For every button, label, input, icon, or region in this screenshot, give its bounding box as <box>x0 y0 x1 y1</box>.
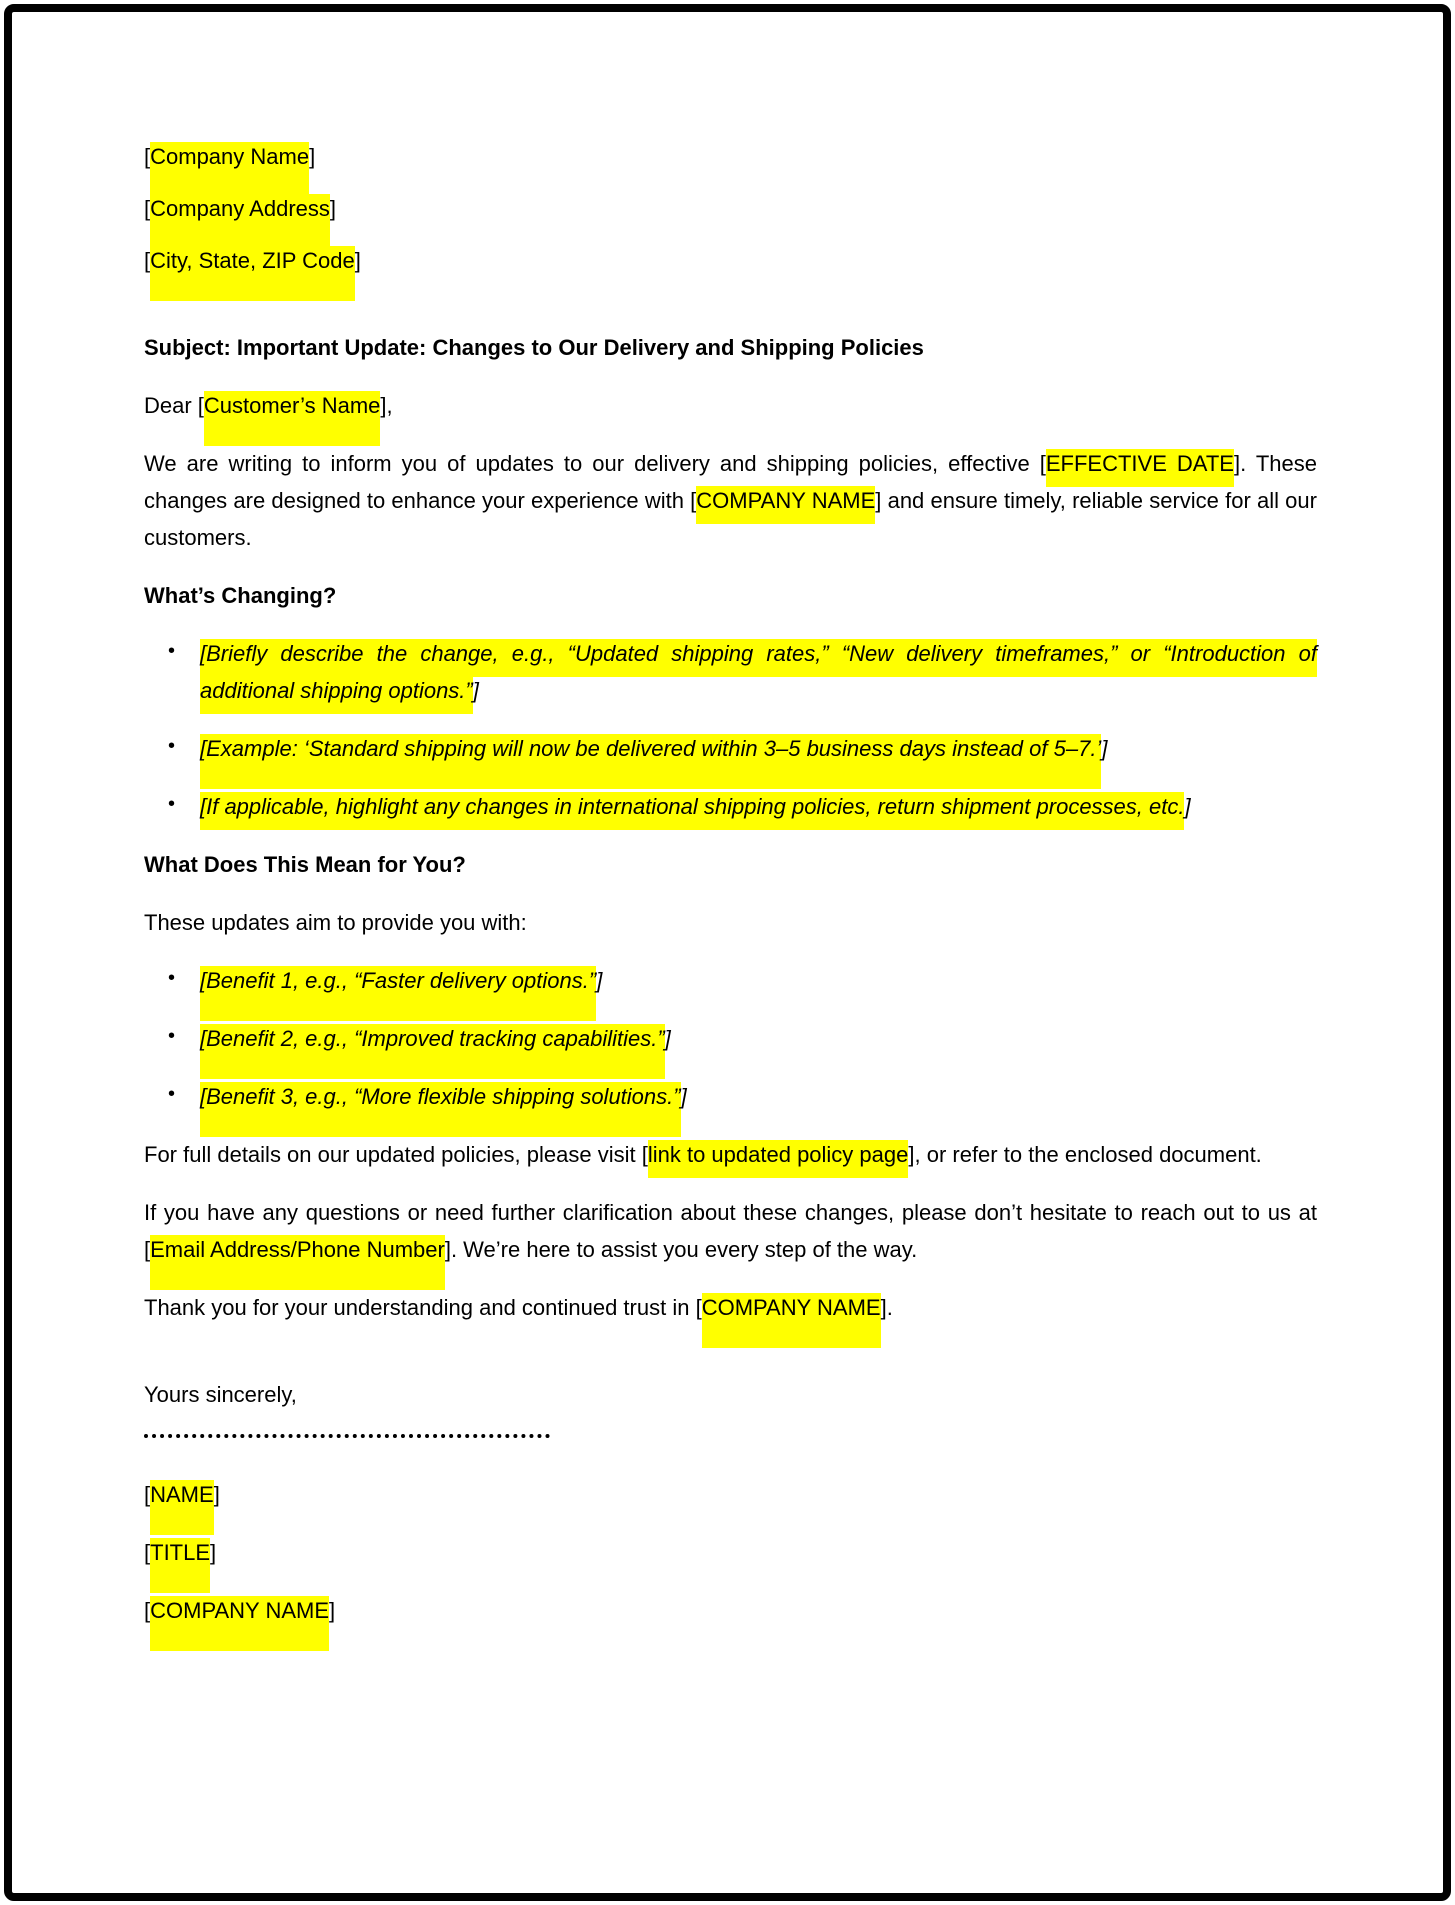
highlighted-placeholder: Company Address <box>150 194 330 249</box>
bullet-marker: • <box>168 1083 176 1105</box>
highlighted-placeholder: COMPANY NAME <box>150 1596 329 1651</box>
letter-text: Thank you for your understanding and continued trust in [ <box>144 1295 702 1320</box>
change-item-description <box>144 635 1317 709</box>
letter-text: ] <box>309 144 316 169</box>
bullet-marker: • <box>168 793 176 815</box>
whats-changing-heading: What’s Changing? <box>144 583 337 608</box>
bullet-marker: • <box>168 640 176 662</box>
benefit-item-text <box>200 1082 687 1137</box>
letter-text: ]. These changes are designed to enhance your experience with [ <box>144 451 1317 513</box>
highlighted-placeholder: NAME <box>150 1480 214 1535</box>
bullet-marker: • <box>168 735 176 757</box>
benefits-intro-line: These updates aim to provide you with: <box>144 910 527 935</box>
signature-block <box>144 1476 1317 1629</box>
letter-text: ] <box>329 1598 336 1623</box>
letter-text: ] <box>210 1540 217 1565</box>
highlighted-placeholder: [If applicable, highlight any changes in international shipping policies, return shipment processes, etc. <box>200 792 1184 830</box>
salutation-line <box>144 387 1317 424</box>
benefit-item-1 <box>144 962 1317 999</box>
benefits-list <box>144 962 1317 1115</box>
letter-text: [ <box>144 248 151 273</box>
highlighted-placeholder: COMPANY NAME <box>696 486 875 524</box>
letter-text: If you have any questions or need further clarification about these changes, please don’t hesitate to reach out to us at [ <box>144 1200 1317 1262</box>
highlighted-placeholder: City, State, ZIP Code <box>150 246 355 301</box>
letter-text: ] <box>1101 736 1108 761</box>
subject-line: Subject: Important Update: Changes to Our Delivery and Shipping Policies <box>144 335 924 360</box>
change-item-text <box>200 792 1191 830</box>
closing-line: Yours sincerely, <box>144 1382 297 1407</box>
change-item-text <box>200 734 1107 789</box>
benefit-item-text <box>200 966 602 1021</box>
benefit-item-2 <box>144 1020 1317 1057</box>
highlighted-placeholder: link to updated policy page <box>648 1140 909 1178</box>
letter-text: ] and ensure timely, reliable service for all our customers. <box>144 488 1317 550</box>
letter-text: ] <box>1184 794 1191 819</box>
change-item-text <box>200 639 1317 714</box>
letter-text: Dear [ <box>144 393 204 418</box>
letter-text: ]. <box>880 1295 893 1320</box>
sender-city-state-zip-line <box>144 242 1317 279</box>
highlighted-placeholder: [Briefly describe the change, e.g., “Updated shipping rates,” “New delivery timeframes,” or “Introduction of additional shipping options.” <box>200 639 1317 714</box>
highlighted-placeholder: Customer’s Name <box>204 391 380 446</box>
letter-text: ], or refer to the enclosed document. <box>908 1142 1262 1167</box>
letter-text: [ <box>144 1598 151 1623</box>
letter-text: ] <box>213 1482 220 1507</box>
bullet-marker: • <box>168 1025 176 1047</box>
signature-name-line <box>144 1476 1317 1513</box>
sender-street-address-line <box>144 190 1317 227</box>
letter-text: We are writing to inform you of updates to our delivery and shipping policies, effective [ <box>144 451 1046 476</box>
contact-paragraph <box>144 1194 1317 1268</box>
letter-content <box>144 138 1317 1650</box>
highlighted-placeholder: [Benefit 3, e.g., “More flexible shipping solutions.” <box>200 1082 681 1137</box>
letter-text: ], <box>380 393 393 418</box>
changes-list <box>144 635 1317 825</box>
highlighted-placeholder: [Example: ‘Standard shipping will now be delivered within 3–5 business days instead of 5–7.’ <box>200 734 1101 789</box>
what-this-means-heading: What Does This Mean for You? <box>144 852 466 877</box>
change-item-international <box>144 788 1317 825</box>
highlighted-placeholder: [Benefit 2, e.g., “Improved tracking capabilities.” <box>200 1024 665 1079</box>
highlighted-placeholder: COMPANY NAME <box>702 1293 881 1348</box>
intro-paragraph <box>144 445 1317 556</box>
signature-company-line <box>144 1592 1317 1629</box>
signature-title-line <box>144 1534 1317 1571</box>
signature-dotted-line <box>144 1434 550 1438</box>
highlighted-placeholder: Company Name <box>150 142 309 197</box>
thanks-paragraph <box>144 1289 1317 1326</box>
letter-text: [ <box>144 1540 151 1565</box>
sender-address-block <box>144 138 1317 279</box>
letter-text: ]. We’re here to assist you every step of the way. <box>444 1237 918 1262</box>
bullet-marker: • <box>168 967 176 989</box>
letter-text: ] <box>329 196 337 221</box>
highlighted-placeholder: EFFECTIVE DATE <box>1046 449 1234 487</box>
letter-text: [ <box>144 196 151 221</box>
letter-text: ] <box>664 1026 671 1051</box>
letter-text: ] <box>354 248 361 273</box>
letter-text: ] <box>680 1084 687 1109</box>
letter-text: For full details on our updated policies, please visit [ <box>144 1142 648 1167</box>
letter-text: [ <box>144 1482 151 1507</box>
policy-details-paragraph <box>144 1136 1317 1173</box>
highlighted-placeholder: Email Address/Phone Number <box>150 1235 445 1290</box>
letter-text: [ <box>144 144 151 169</box>
change-item-example <box>144 730 1317 767</box>
highlighted-placeholder: [Benefit 1, e.g., “Faster delivery options.” <box>200 966 596 1021</box>
letter-text: ] <box>472 678 479 703</box>
sender-company-name-line <box>144 138 1317 175</box>
letter-text: ] <box>596 968 603 993</box>
highlighted-placeholder: TITLE <box>150 1538 210 1593</box>
benefit-item-text <box>200 1024 671 1079</box>
benefit-item-3 <box>144 1078 1317 1115</box>
